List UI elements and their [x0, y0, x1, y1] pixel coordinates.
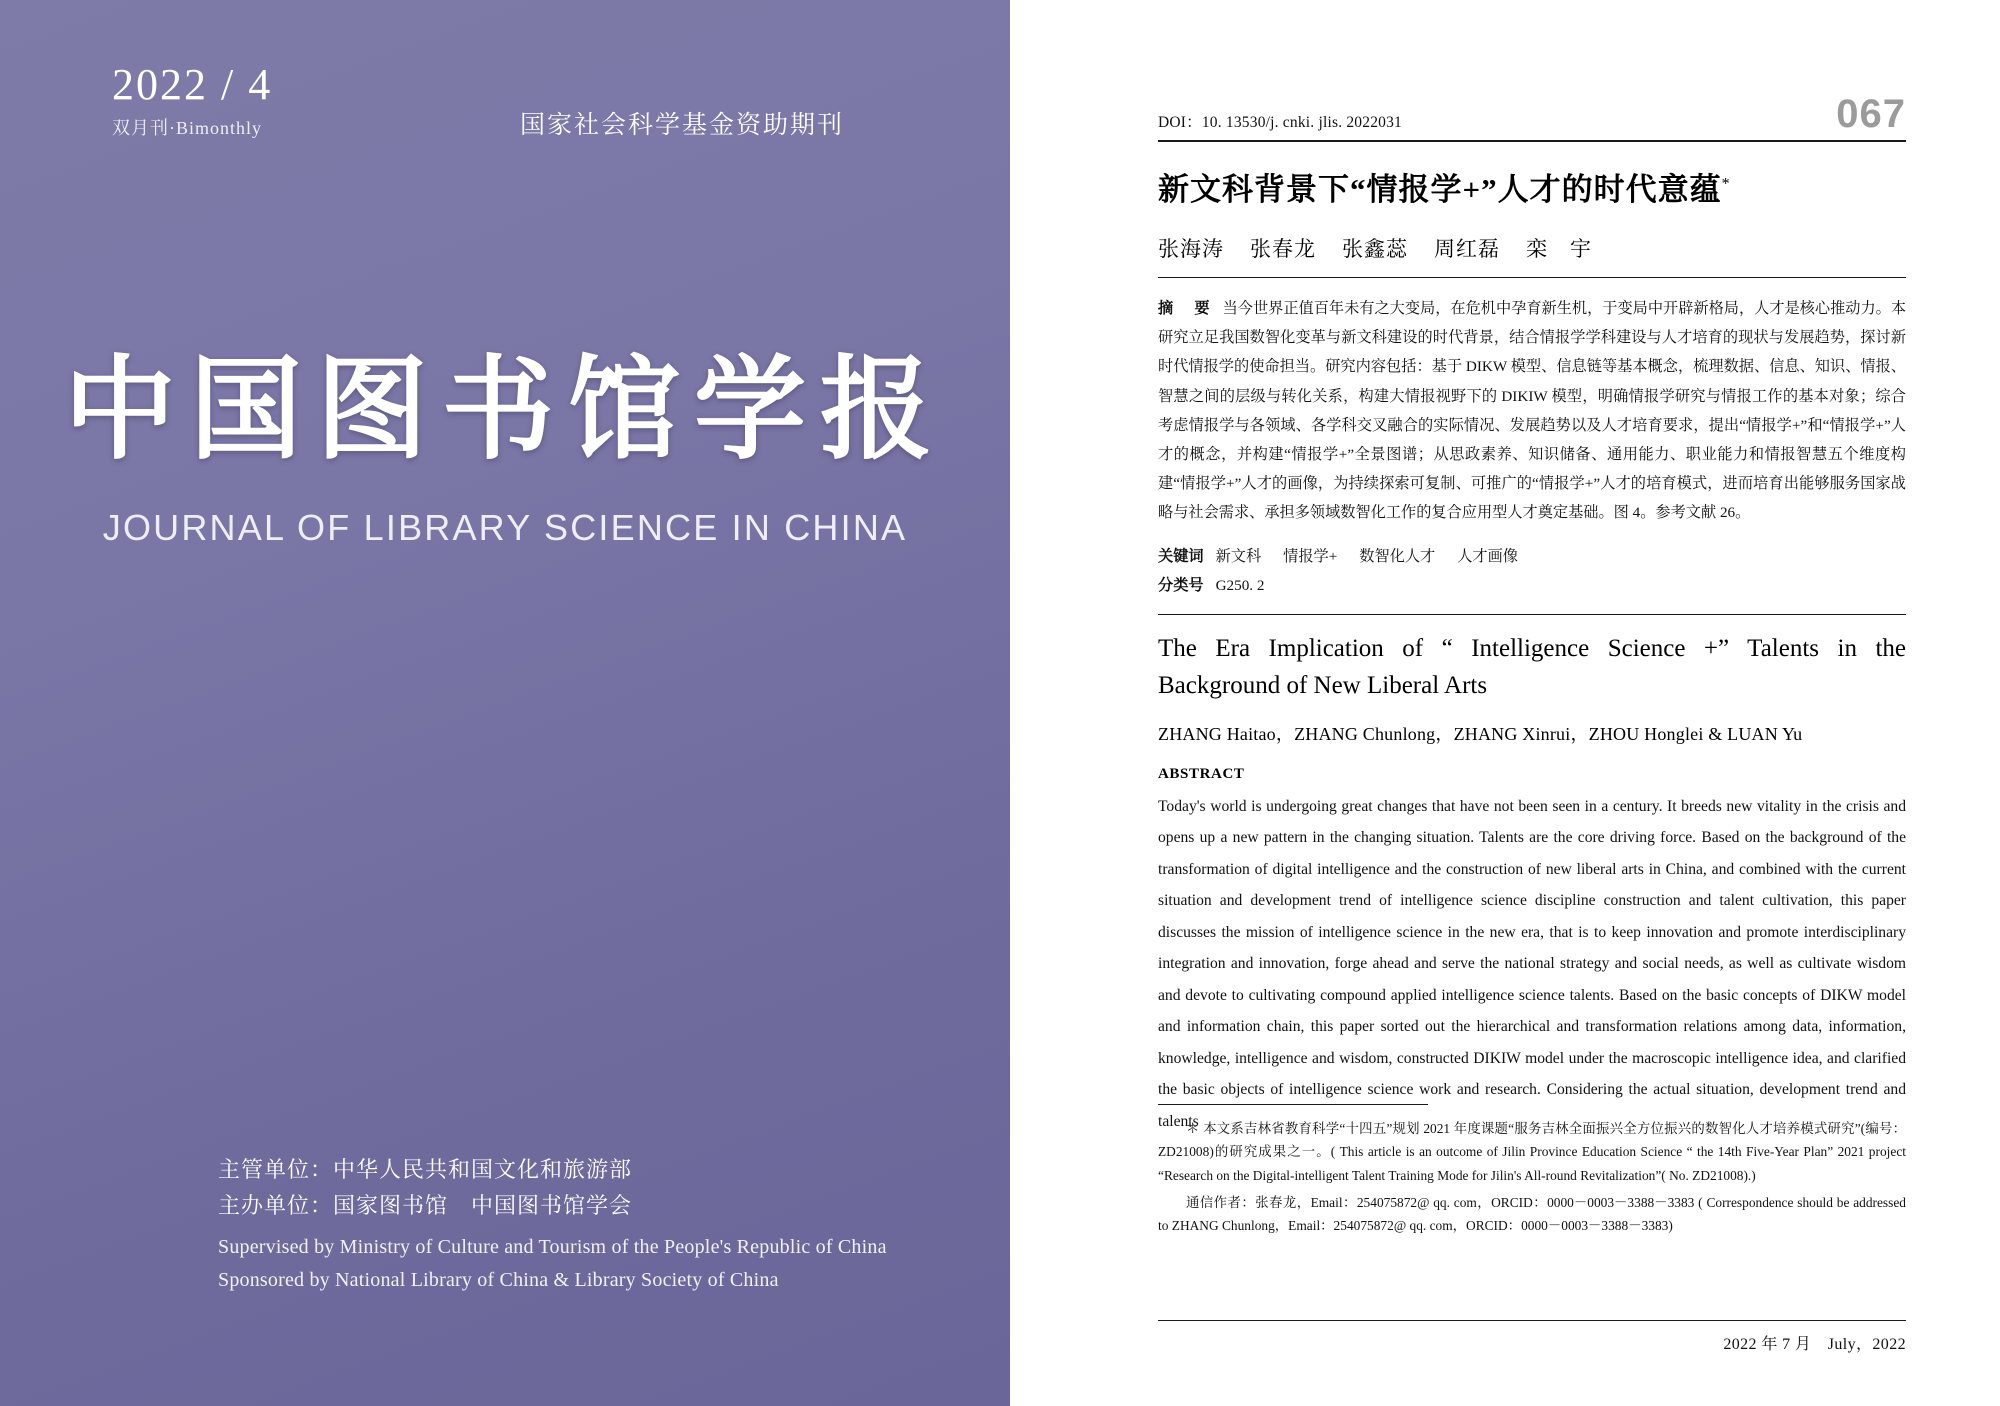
issue-block — [112, 62, 272, 140]
cover-imprint — [218, 1152, 887, 1296]
english-section-divider — [1158, 614, 1906, 615]
fund-label: 国家社会科学基金资助期刊 — [520, 112, 845, 139]
abstract-cn-label: 摘 要 — [1158, 300, 1213, 317]
footnote-corresponding-author: 通信作者：张春龙，Email：254075872@ qq. com，ORCID：0000－0003－3388－3383 ( Correspondence should be addressed to ZHANG Chunlong，Email：254075872@ qq. com，ORCID：0000－0003－3388－3383) — [1158, 1194, 1906, 1234]
keywords-line — [1158, 543, 1906, 572]
author-cn-1: 张海涛 — [1158, 237, 1224, 261]
title-cn-text: 新文科背景下“情报学+”人才的时代意蕴 — [1158, 172, 1722, 207]
keywords-label: 关键词 — [1158, 547, 1204, 565]
doi-text: DOI：10. 13530/j. cnki. jlis. 2022031 — [1158, 114, 1402, 131]
header-rule — [1158, 140, 1906, 142]
masthead-title-cn: 中国图书馆学报 — [64, 349, 946, 473]
footnote-rule — [1158, 1104, 1428, 1105]
imprint-supervisor-cn: 主管单位：中华人民共和国文化和旅游部 — [218, 1156, 633, 1182]
author-cn-3: 张鑫蕊 — [1342, 237, 1408, 261]
classification-label: 分类号 — [1158, 576, 1204, 594]
imprint-sponsor-en: Sponsored by National Library of China & Library Society of China — [218, 1268, 779, 1291]
abstract-cn — [1158, 294, 1906, 528]
abstract-cn-text: 当今世界正值百年未有之大变局，在危机中孕育新生机，于变局中开辟新格局，人才是核心推动力。本研究立足我国数智化变革与新文科建设的时代背景，结合情报学学科建设与人才培育的现状与发展趋势，探讨新时代情报学的使命担当。研究内容包括：基于 DIKW 模型、信息链等基本概念，梳理数据、信息、知识、情报、智慧之间的层级与转化关系，构建大情报视野下的 DIKIW 模型，明确情报学研究与情报工作的基本对象；综合考虑情报学与各领域、各学科交叉融合的实际情况、发展趋势以及人才培育要求，提出“情报学+”和“情报学+”人才的概念，并构建“情报学+”全景图谱；从思政素养、知识储备、通用能力、职业能力和情报智慧五个维度构建“情报学+”人才的画像，为持续探索可复制、可推广的“情报学+”人才的培育模式，进而培育出能够服务国家战略与社会需求、承担多领域数智化工作的复合应用型人才奠定基础。图 4。参考文献 26。 — [1158, 300, 1906, 522]
imprint-supervisor-en: Supervised by Ministry of Culture and Tourism of the People's Republic of China — [218, 1236, 887, 1259]
imprint-sponsor-cn: 主办单位：国家图书馆 中国图书馆学会 — [218, 1192, 633, 1218]
page-number: 067 — [1836, 92, 1906, 136]
authors-cn — [1158, 233, 1906, 263]
page-title — [1158, 164, 1906, 209]
classification-line — [1158, 572, 1906, 601]
keyword-4: 人才画像 — [1457, 547, 1518, 565]
title-en: The Era Implication of “ Intelligence Science +” Talents in the Background of New Liberal Arts — [1158, 635, 1906, 699]
keyword-1: 新文科 — [1215, 547, 1262, 565]
article-page — [1010, 0, 2000, 1406]
author-cn-2: 张春龙 — [1250, 237, 1316, 261]
abstract-en: Today's world is undergoing great changes that have not been seen in a century. It breeds new vitality in the crisis and opens up a new pattern in the changing situation. Talents are the core driving force. Based on the background of the transformation of digital intelligence and the construction of new liberal arts in China, and combined with the current situation and development trend of intelligence science discipline construction and talent cultivation, this paper discusses the mission of intelligence science in the new era, that is to keep innovation and promote interdisciplinary integration and innovation, forge ahead and serve the national strategy and social needs, as well as cultivate wisdom and devote to cultivating compound applied intelligence science talents. Based on the basic concepts of DIKW model and information chain, this paper sorted out the hierarchical and transformation relations among data, information, knowledge, intelligence and wisdom, constructed DIKIW model under the macroscopic intelligence idea, and clarified the basic objects of intelligence science work and research. Considering the actual situation, development trend and talents — [1158, 797, 1906, 1130]
authors-en: ZHANG Haitao，ZHANG Chunlong，ZHANG Xinrui，ZHOU Honglei & LUAN Yu — [1158, 723, 1803, 744]
footer-rule — [1158, 1320, 1906, 1321]
issue-year: 2022 / 4 — [112, 60, 273, 109]
classification-value: G250. 2 — [1215, 576, 1265, 594]
footer-date: 2022 年 7 月 July，2022 — [1723, 1336, 1906, 1353]
masthead — [0, 320, 1010, 549]
footnotes — [1158, 1104, 1906, 1242]
doi-row — [1158, 92, 1906, 136]
author-cn-4: 周红磊 — [1434, 237, 1500, 261]
issue-frequency: 双月刊·Bimonthly — [112, 118, 263, 139]
page-footer — [1158, 1320, 1906, 1354]
footnote-funding: ＊ 本文系吉林省教育科学“十四五”规划 2021 年度课题“服务吉林全面振兴全方位振兴的数智化人才培养模式研究”(编号：ZD21008)的研究成果之一。( This article is an outcome of Jilin Province Education Science “ the 14th Five-Year Plan” 2021 project “Research on the Digital-intelligent Talent Training Mode for Jilin's All-round Revitalization”( No. ZD21008).) — [1158, 1121, 1906, 1183]
keyword-2: 情报学+ — [1283, 547, 1338, 565]
abstract-divider — [1158, 277, 1906, 278]
masthead-title-en: JOURNAL OF LIBRARY SCIENCE IN CHINA — [102, 507, 908, 548]
title-footnote-marker: * — [1721, 175, 1731, 193]
keyword-3: 数智化人才 — [1359, 547, 1436, 565]
author-cn-5: 栾 宇 — [1526, 237, 1592, 261]
abstract-en-label: ABSTRACT — [1158, 765, 1245, 782]
